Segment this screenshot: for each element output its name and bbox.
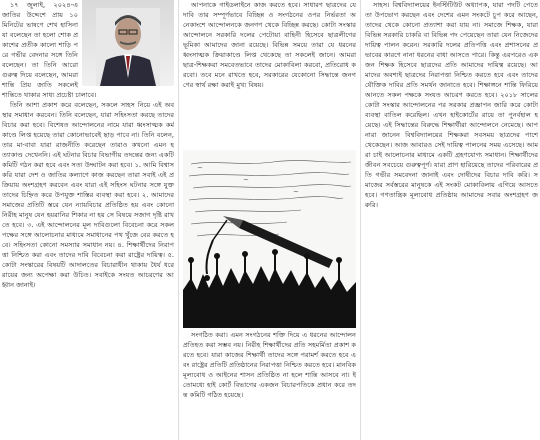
svg-text:~: ~ [293, 188, 299, 196]
column-divider [360, 0, 361, 440]
column-divider [178, 0, 179, 440]
author-photo [82, 0, 174, 86]
svg-text:~: ~ [197, 164, 203, 172]
article-column-3 [365, 0, 538, 440]
illustration [183, 150, 356, 328]
article-body-2a: আপনাকে গাইডলাইনে কাজ করতে হবে। সাধারণ ছাত্রদের যে দাবি তার সম্পূর্ণভাবে বিচ্ছিন্ন ও সংগঠনের ওপর নির্ভরতা অনেকাংশে আন্দোলনকে জনগণ থেকে বিচ্ছিন্ন করছে। কোটা সংস্কার আন্দোলনে সরকারি দলের পেটোয়া বাহিনী হিসেবে ছাত্রলীগের ভূমিকা আমাদের জানা রয়েছে। বিভিন্ন সময়ে তারা যে ধরনের ধ্বংসাত্মক ক্রিয়াকাণ্ডে লিপ্ত থেকেছে তা সকলেই জানে। আমরা ছাত্র-শিক্ষকরা সমবেতভাবে তাদের মোকাবিলা করবো, প্রতিরোধ করবো। তবে মনে রাখতে হবে, সরকারের যেকোনো সিদ্ধান্তে জনগণের স্বার্থ রক্ষা করাই মুখ্য বিষয়। [183, 1, 356, 89]
article-column-1 [2, 0, 174, 440]
author-portrait-image [96, 8, 160, 86]
article-body-2b: সংগঠিত করা। এমন সংগঠনের শক্তি দিয়ে এ ধরনের আন্দোলন প্রতিহত করা সম্ভব নয়। নিরীহ শিক্ষার্থীদের প্রতি সহমর্মিতা প্রকাশ করতে হবে। যারা কাজের শিক্ষার্থী তাদের সঙ্গে পরামর্শ করতে হবে এবং রাষ্ট্রের প্রতিটি প্রতিষ্ঠানের নিরাপত্তা নিশ্চিত করতে হবে। মানবিক মূল্যবোধ ও আইনের শাসন প্রতিষ্ঠিত না হলে শান্তি আসবে না। ইতোমধ্যে হাই কোর্ট বিভাগের একজন বিচারপতিকে প্রধান করে তদন্ত কমিটি গঠিত হয়েছে। [183, 331, 356, 399]
protest-pen-illustration [183, 150, 356, 328]
article-intro: ১৭ জুলাই, ২০২৪-এ জাতির উদ্দেশে প্রায় ১০ মিনিটের ভাষণে শেখ হাসিনা যা বলেছেন তা হলো শোক প্রকাশের প্রতীক কালো শাড়ি পরে গভীর বেদনার সঙ্গে তিনি বলেছেন। তা তিনি আরো গুরুত্ব দিয়ে বলেছেন, আমরা শান্তি প্রিয় জাতি সকলেই শান্তিতে থাকার সাধ্য প্রচেষ্টা চালাবে। [2, 1, 97, 99]
svg-text:~: ~ [243, 176, 249, 184]
article-body-1: তিনি আশা প্রকাশ করে বলেছেন, সকলে সাহস নিয়ে এই অবস্থার সমাধান করবেন। তিনি বলেছেন, যারা সহিংসতা করছে তাদের বিচার করা হবে। বিশেষত আন্দোলনের নামে যারা ধ্বংসাত্মক কর্মকাণ্ডে লিপ্ত হয়েছে তারা কোনোভাবেই ছাড় পাবে না। তিনি বলেন, তার মা-বাবা যারা রাজনীতি করেছেন তারাও কখনো এমন হত্যাকাণ্ড দেখেননি। এই ঘটনার বিচার বিভাগীয় তদন্তের জন্য একটি কমিটি গঠন করা হবে এবং সত্য উদ্ঘাটন করা হবে। ১. আমি বিশ্বাস করি যারা দেশ ও জাতির কল্যাণে কাজ করছেন তারা সবাই এই প্রক্রিয়ায় অংশগ্রহণ করবেন এবং যারা এই সহিংস ঘটনার সঙ্গে যুক্ত তাদের চিহ্নিত করে উপযুক্ত শাস্তির ব্যবস্থা করা হবে। ২. আমাদের সমাজের প্রতিটি স্তরে যেন ন্যায়বিচার প্রতিষ্ঠিত হয় এবং কোনো নিরীহ মানুষ যেন হয়রানির শিকার না হয় সে বিষয়ে সজাগ দৃষ্টি রাখতে হবে। ৩. এই আন্দোলনের মূল দাবিগুলো বিবেচনা করে সকল পক্ষের সঙ্গে আলোচনার মাধ্যমে সমাধানের পথ খুঁজে বের করতে হবে। সহিংসতা কোনো সমস্যার সমাধান নয়। ৪. শিক্ষার্থীদের নিরাপত্তা নিশ্চিত করা এবং তাদের দাবি বিবেচনা করা রাষ্ট্রের দায়িত্ব। ৫. কোটা সংস্কারের বিষয়টি আদালতের বিচারাধীন থাকায় ধৈর্য ধরে রায়ের জন্য অপেক্ষা করা উচিত। সবাইকে সংযত আচরণের আহ্বান জানাই। [2, 101, 174, 289]
article-body-3: সাহস। বিশ্ববিদ্যালয়ের ইনস্টিটিউট অধ্যাপক, যারা পদটি পেতে তা উপভোগ করছেন এবং দেশের এমন সংকটে চুপ করে আছেন, তাদের থেকে কোনো প্রত্যাশা করা যায় না। সমাজে শিক্ষক, যারা বিভিন্ন সরকারি চাকরি বা বিভিন্ন পদ পেয়েছেন তারা যেন নিজেদের দায়িত্ব পালন করেন। সরকারি দলের প্রতিপত্তি এবং প্রশাসনের প্রভাবের কারণে নানা ধরনের বাধা আসতে পারে। কিন্তু এরপরেও একজন শিক্ষক হিসেবে ছাত্রদের প্রতি আমাদের দায়িত্ব রয়েছে। আমাদের অবশ্যই ছাত্রদের নিরাপত্তা নিশ্চিত করতে হবে এবং তাদের যৌক্তিক দাবির প্রতি সমর্থন জানাতে হবে। শিক্ষাঙ্গনে শান্তি ফিরিয়ে আনতে সকল পক্ষকে সংযত আচরণ করতে হবে। ২০১৮ সালের কোটা সংস্কার আন্দোলনের পর সরকার প্রজ্ঞাপন জারি করে কোটা ব্যবস্থা বাতিল করেছিল। এখন হাইকোর্টের রায়ে তা পুনর্বহাল হয়েছে। এই সিদ্ধান্তের বিরুদ্ধে শিক্ষার্থীরা আন্দোলনে নেমেছে। আপনারা জানেন বিশ্ববিদ্যালয়ের শিক্ষকরা সবসময় ছাত্রদের পাশে থেকেছেন। আজ আবারও সেই দায়িত্ব পালনের সময় এসেছে। আমরা চাই আলোচনার মাধ্যমে একটি গ্রহণযোগ্য সমাধান। শিক্ষার্থীদের জীবন সবচেয়ে গুরুত্বপূর্ণ। যারা প্রাণ হারিয়েছে তাদের পরিবারের প্রতি গভীর সমবেদনা জানাই এবং দোষীদের বিচার দাবি করি। সমাজের সর্বস্তরের মানুষকে এই সংকট মোকাবিলায় এগিয়ে আসতে হবে। গণতান্ত্রিক মূল্যবোধ প্রতিষ্ঠায় আমাদের সবার অংশগ্রহণ জরুরি। [365, 1, 538, 209]
